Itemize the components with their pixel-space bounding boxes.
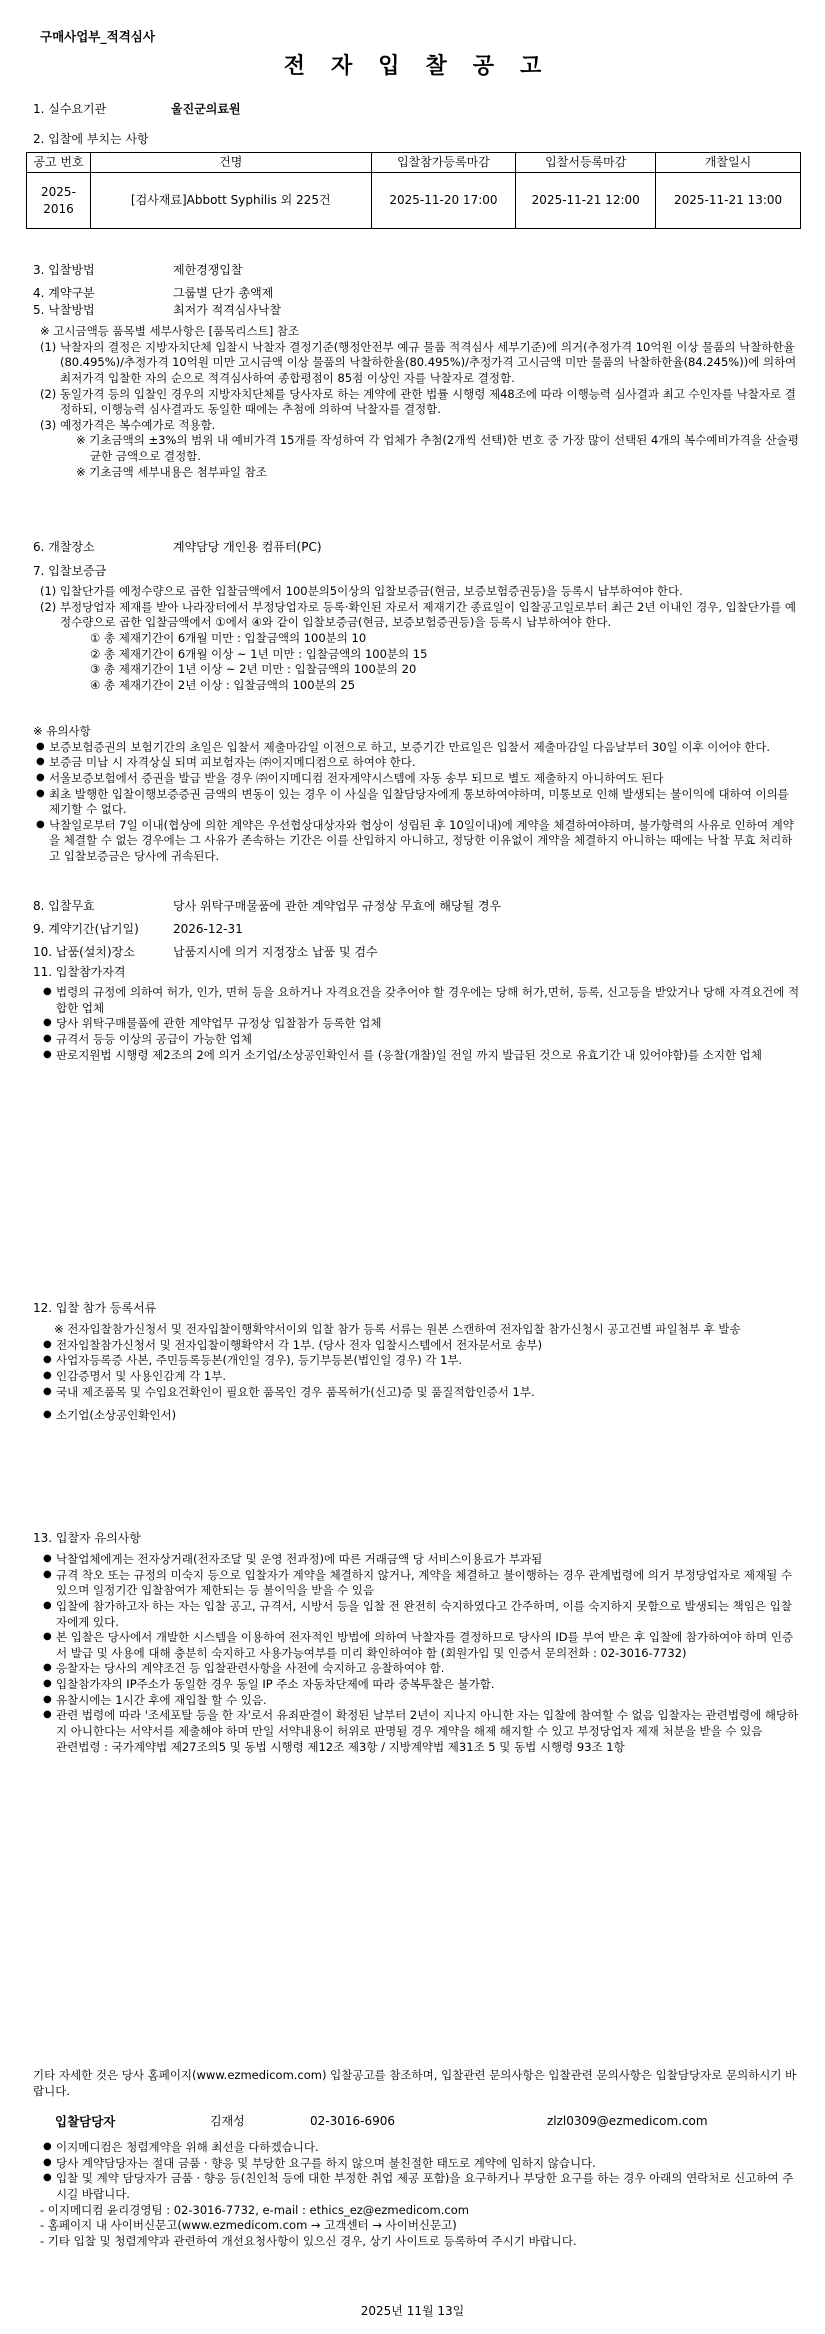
list-item: ● 최초 발행한 입찰이행보증증권 금액의 변동이 있는 경우 이 사실을 입찰담당자에게 통보하여야하며, 미통보로 인해 발생되는 불이익에 대하여 이의를 제기할 수 없다.	[33, 787, 800, 818]
list-item: ● 관련 법령에 따라 '조세포탈 등을 한 자'로서 유죄판결이 확정된 날부터 2년이 지나지 아니한 자는 입찰에 참여할 수 없음 입찰자는 관련법령에 해당하지 아니한다는 서약서를 제출해야 하며 만일 서약내용이 허위로 판명될 경우 계약을 해제 해지할 수 있고 부정당업자 제재 처분을 받을 수 있음	[40, 1708, 800, 1739]
page-title: 전자입찰공고	[283, 54, 568, 79]
section-3-value: 제한경쟁입찰	[173, 263, 243, 277]
list-item: ① 총 제재기간이 6개월 미만 : 입찰금액의 100분의 10	[90, 630, 367, 645]
section-13-label: 13. 입찰자 유의사항	[33, 1531, 141, 1545]
list-item: ● 서울보증보험에서 증권을 발급 받을 경우 ㈜이지메디컴 전자계약시스템에 자동 송부 되므로 별도 제출하지 아니하여도 된다	[33, 771, 800, 787]
list-item: ● 규격 착오 또는 규정의 미숙지 등으로 입찰자가 계약을 체결하지 않거나, 계약을 체결하고 불이행하는 경우 관계법령에 의거 부정당업자로 제재될 수 있으며 일정기간 입찰참여가 제한되는 등 불이익을 받을 수 있음	[40, 1568, 800, 1599]
list-item: ● 당사 계약담당자는 절대 금품 · 향응 및 부당한 요구를 하지 않으며 불친절한 태도로 계약에 임하지 않습니다.	[40, 2156, 800, 2172]
section-1	[33, 101, 241, 117]
list-item: ● 규격서 등등 이상의 공급이 가능한 업체	[40, 1032, 800, 1048]
col-header: 입찰참가등록마감	[371, 153, 516, 173]
note: ※ 기초금액의 ±3%의 범위 내 예비가격 15개를 작성하여 각 업체가 추첨(2개씩 선택)한 번호 중 가장 많이 선택된 4개의 복수예비가격을 산술평균한 금액으로 결정함.	[76, 433, 799, 463]
list-item: ● 낙찰업체에게는 전자상거래(전자조달 및 운영 전과정)에 따른 거래금액 당 서비스이용료가 부과됨	[40, 1552, 800, 1568]
section-9-value: 2026-12-31	[173, 922, 243, 936]
note: (2) 동일가격 등의 입찰인 경우의 지방자치단체를 당사자로 하는 계약에 관한 법률 시행령 제48조에 따라 이행능력 심사결과 최고 수인자를 낙찰자로 결정하되, 이행능력 심사결과도 동일한 때에는 추첨에 의하여 낙찰자를 결정함.	[40, 386, 796, 417]
caution-notes	[33, 724, 800, 865]
list-item: - 기타 입찰 및 청렴계약과 관련하여 개선요청사항이 있으신 경우, 상기 사이트로 등록하여 주시기 바랍니다.	[40, 2233, 577, 2248]
opening-date-cell: 2025-11-21 13:00	[656, 173, 801, 229]
list-item: ● 사업자등록증 사본, 주민등록등본(개인일 경우), 등기부등본(법인일 경우) 각 1부.	[40, 1353, 800, 1369]
caution-heading: ※ 유의사항	[33, 724, 91, 738]
list-item: ● 이지메디컴은 청렴계약을 위해 최선을 다하겠습니다.	[40, 2140, 800, 2156]
section-12-label: 12. 입찰 참가 등록서류	[33, 1301, 157, 1315]
bidder-notes-list	[40, 1552, 800, 1755]
list-item: ● 보증금 미납 시 자격상실 되며 피보험자는 ㈜이지메디컴으로 하여야 한다.	[33, 755, 800, 771]
section-11-label: 11. 입찰참가자격	[33, 965, 126, 979]
documents-list	[40, 1322, 800, 1424]
note: (1) 입찰단가를 예정수량으로 곱한 입찰금액에서 100분의5이상의 입찰보증금(현금, 보증보험증권등)을 등록시 납부하여야 한다.	[40, 584, 683, 598]
list-item: ● 입찰 및 계약 담당자가 금품 · 향응 등(친인척 등에 대한 부정한 취업 제공 포함)을 요구하거나 부당한 요구를 하는 경우 아래의 연락처로 신고하여 주시길 바랍니다.	[40, 2171, 800, 2202]
section-10-label: 10. 납품(설치)장소	[33, 945, 135, 959]
note: (2) 부정당업자 제재를 받아 나라장터에서 부정당업자로 등록·확인된 자로서 제재기간 종료일이 입찰공고일로부터 최근 2년 이내인 경우, 입찰단가를 예정수량으로 곱한 입찰금액에서 ①에서 ④와 같이 입찰보증금(현금, 보증보험증권등)을 등록시 납부하여야 한다.	[40, 599, 796, 630]
list-item: - 홈페이지 내 사이버신문고(www.ezmedicom.com → 고객센터 → 사이버신문고)	[40, 2218, 457, 2233]
list-item: ● 입찰참가자의 IP주소가 동일한 경우 동일 IP 주소 자동차단제에 따라 중복투찰은 불가함.	[40, 1677, 800, 1693]
ethics-notes	[40, 2140, 800, 2249]
contact-name: 김재성	[210, 2114, 245, 2128]
section-8	[33, 898, 501, 914]
qualification-list	[40, 985, 800, 1063]
bid-deadline-cell: 2025-11-21 12:00	[516, 173, 656, 229]
contact-email: zlzl0309@ezmedicom.com	[547, 2114, 708, 2128]
col-header: 입찰서등록마감	[516, 153, 656, 173]
list-item: ● 유찰시에는 1시간 후에 재입찰 할 수 있음.	[40, 1693, 800, 1709]
list-item: ④ 총 제재기간이 2년 이상 : 입찰금액의 100분의 25	[90, 677, 356, 692]
section-5	[33, 302, 281, 318]
list-item: ● 보증보험증권의 보험기간의 초일은 입찰서 제출마감일 이전으로 하고, 보증기간 만료일은 입찰서 제출마감일 다음날부터 30일 이후 이어야 한다.	[33, 740, 800, 756]
list-item: ● 판로지원법 시행령 제2조의 2에 의거 소기업/소상공인확인서 를 (응찰(개찰)일 전일 까지 발급된 것으로 유효기간 내 있어야함)를 소지한 업체	[40, 1048, 800, 1064]
list-item: - 이지메디컴 윤리경영팀 : 02-3016-7732, e-mail : ethics_ez@ezmedicom.com	[40, 2202, 469, 2217]
list-item: ● 인감증명서 및 사용인감계 각 1부.	[40, 1369, 800, 1385]
note: ※ 고시금액등 품목별 세부사항은 [품목리스트] 참조	[40, 324, 300, 338]
note: (3) 예정가격은 복수예가로 적용함.	[40, 417, 216, 432]
bid-table	[26, 152, 801, 229]
section-3-label: 3. 입찰방법	[33, 263, 95, 277]
item-name-cell: [검사재료]Abbott Syphilis 외 225건	[90, 173, 371, 229]
col-header: 개찰일시	[656, 153, 801, 173]
note: (1) 낙찰자의 결정은 지방자치단체 입찰시 낙찰자 결정기준(행정안전부 예규 물품 적격심사 세부기준)에 의거(추정가격 10억원 이상 물품의 낙찰하한율(80.495%)/추정가격 10억원 미만 고시금액 이상 물품의 낙찰하한율(80.495%)/추정가격 고시금액 미만 물품의 낙찰하한율(84.245%))에 의하여 최저가격 입찰한 자의 순으로 적격심사하여 종합평점이 85점 이상인 자를 낙찰자로 결정함.	[40, 339, 797, 385]
award-notes	[40, 324, 800, 480]
section-9-label: 9. 계약기간(납기일)	[33, 922, 139, 936]
section-6-value: 계약담당 개인용 컴퓨터(PC)	[173, 540, 322, 554]
list-item: ③ 총 제재기간이 1년 이상 ~ 2년 미만 : 입찰금액의 100분의 20	[90, 662, 417, 677]
notice-number-cell: 2025-2016	[27, 173, 91, 229]
section-2-label: 2. 입찰에 부치는 사항	[33, 132, 149, 146]
list-item: ● 국내 제조품목 및 수입요건확인이 필요한 품목인 경우 품목허가(신고)증 및 품질적합인증서 1부.	[40, 1385, 800, 1401]
section-4	[33, 285, 273, 301]
list-item: ● 법령의 규정에 의하여 허가, 인가, 면허 등을 요하거나 자격요건을 갖추어야 할 경우에는 당해 허가,면허, 등록, 신고등을 받았거나 당해 자격요건에 적합한 업체	[40, 985, 800, 1016]
section-3	[33, 262, 243, 278]
list-item: ● 본 입찰은 당사에서 개발한 시스템을 이용하여 전자적인 방법에 의하여 낙찰자를 결정하므로 당사의 ID를 부여 받은 후 입찰에 참가하여야 하며 인증서 발급 및 사용에 대해 충분히 숙지하고 사용가능여부를 미리 확인하여야 함 (회원가입 및 인증서 문의전화 : 02-3016-7732)	[40, 1630, 800, 1661]
section-1-label: 1. 실수요기관	[33, 102, 107, 116]
list-item: ● 낙찰일로부터 7일 이내(협상에 의한 계약은 우선협상대상자와 협상이 성립된 후 10일이내)에 계약을 체결하여야하며, 불가항력의 사유로 인하여 계약을 체결할 수 없는 경우에는 그 사유가 존속하는 기간은 이를 산입하지 아니하고, 정당한 이유없이 계약을 체결하지 아니하는 때에는 낙찰 무효 처리하고 입찰보증금은 당사에 귀속된다.	[33, 818, 800, 865]
notice-date: 2025년 11월 13일	[360, 2304, 465, 2318]
note: ※ 전자입찰참가신청서 및 전자입찰이행확약서이외 입찰 참가 등록 서류는 원본 스캔하여 전자입찰 참가신청시 공고건별 파일첨부 후 발송	[54, 1322, 741, 1336]
section-4-value: 그룹별 단가 총액제	[173, 286, 274, 300]
section-10-value: 납품지시에 의거 지정장소 납품 및 검수	[173, 945, 378, 959]
list-item: ② 총 제재기간이 6개월 이상 ~ 1년 미만 : 입찰금액의 100분의 15	[90, 646, 428, 661]
registration-deadline-cell: 2025-11-20 17:00	[371, 173, 516, 229]
section-1-value: 울진군의료원	[171, 102, 241, 116]
section-8-value: 당사 위탁구매물품에 관한 계약업무 규정상 무효에 해당될 경우	[173, 899, 502, 913]
section-9	[33, 921, 243, 937]
list-item: ● 응찰자는 당사의 계약조건 등 입찰관련사항을 사전에 숙지하고 응찰하여야 함.	[40, 1661, 800, 1677]
section-4-label: 4. 계약구분	[33, 286, 95, 300]
list-item: ● 소기업(소상공인확인서)	[40, 1408, 800, 1424]
department-label: 구매사업부_적격심사	[40, 29, 155, 44]
section-6	[33, 539, 322, 555]
section-8-label: 8. 입찰무효	[33, 899, 95, 913]
section-10	[33, 944, 378, 960]
col-header: 공고 번호	[27, 153, 91, 173]
list-item: 관련법령 : 국가계약법 제27조의5 및 동법 시행령 제12조 제3항 / 지방계약법 제31조 5 및 동법 시행령 93조 1항	[56, 1739, 625, 1754]
contact-phone: 02-3016-6906	[310, 2114, 396, 2128]
section-5-value: 최저가 적격심사낙찰	[173, 303, 282, 317]
section-5-label: 5. 낙찰방법	[33, 303, 95, 317]
list-item: ● 입찰에 참가하고자 하는 자는 입찰 공고, 규격서, 시방서 등을 입찰 전 완전히 숙지하였다고 간주하며, 이를 숙지하지 못함으로 발생되는 책임은 입찰자에게 있다.	[40, 1599, 800, 1630]
note: ※ 기초금액 세부내용은 첨부파일 참조	[76, 464, 267, 479]
list-item: ● 전자입찰참가신청서 및 전자입찰이행확약서 각 1부. (당사 전자 입찰시스템에서 전자문서로 송부)	[40, 1338, 800, 1354]
table-row	[27, 173, 801, 229]
section-6-label: 6. 개찰장소	[33, 540, 95, 554]
section-7-label: 7. 입찰보증금	[33, 564, 107, 578]
list-item: ● 당사 위탁구매물품에 관한 계약업무 규정상 입찰참가 등록한 업체	[40, 1016, 800, 1032]
bid-table-header	[27, 153, 801, 173]
deposit-notes	[40, 584, 800, 693]
col-header: 건명	[90, 153, 371, 173]
contact-label: 입찰담당자	[55, 2114, 116, 2129]
footer-intro: 기타 자세한 것은 당사 홈페이지(www.ezmedicom.com) 입찰공고를 참조하며, 입찰관련 문의사항은 입찰관련 문의사항은 입찰담당자로 문의하시기 바랍니다.	[33, 2068, 797, 2098]
